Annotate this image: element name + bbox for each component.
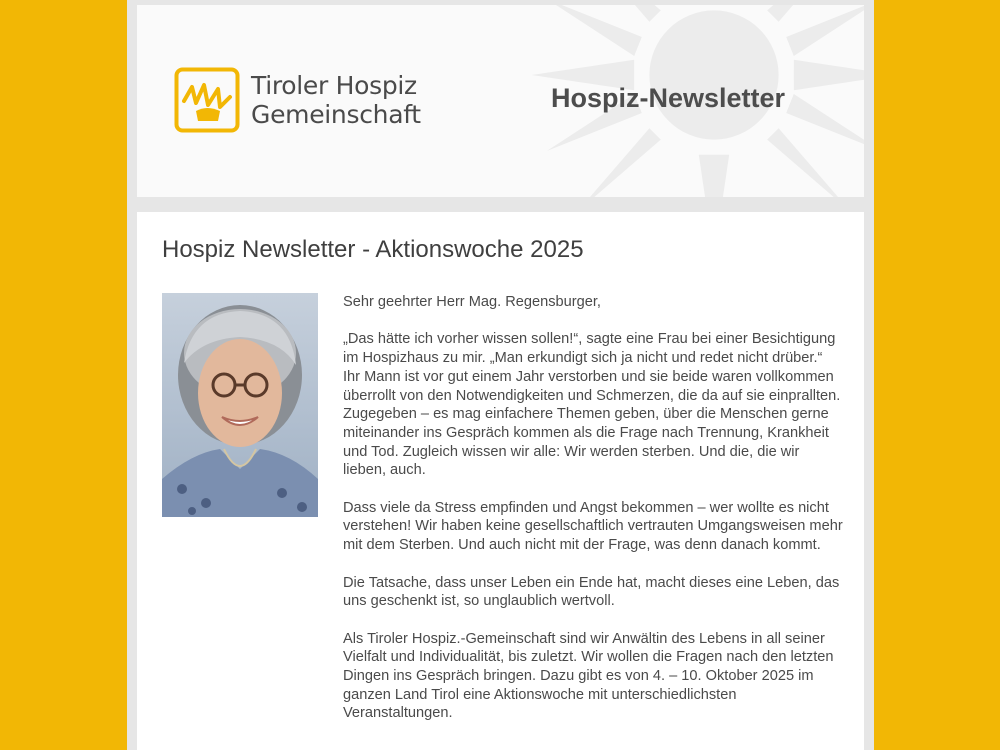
paragraph-2: Dass viele da Stress empfinden und Angst bekommen – wer wollte es nicht verstehen! Wir haben keine gesellschaftlich vertrauten Umgangsweisen mehr mit dem Sterben. Und auch nicht mit der Frage, was denn danach kommt. — [343, 499, 843, 554]
hospiz-logo[interactable] — [174, 67, 421, 133]
newsletter-frame — [127, 0, 874, 750]
logo-line1: Tiroler Hospiz — [251, 71, 417, 100]
paragraph-4: Als Tiroler Hospiz.-Gemeinschaft sind wir Anwältin des Lebens in all seiner Vielfalt und Individualität, bis zuletzt. Wir wollen die Fragen nach den letzten Dingen ins Gespräch bringen. Dazu gibt es von 4. – 10. Oktober 2025 im ganzen Land Tirol eine Aktionswoche mit unterschiedlichsten Veranstaltungen. — [343, 630, 834, 722]
portrait-image — [162, 293, 318, 517]
article-title: Hospiz Newsletter - Aktionswoche 2025 — [162, 236, 584, 263]
newsletter-content — [137, 212, 864, 750]
salutation: Sehr geehrter Herr Mag. Regensburger, — [343, 294, 601, 310]
newsletter-title: Hospiz-Newsletter — [551, 83, 786, 113]
paragraph-1: „Das hätte ich vorher wissen sollen!“, sagte eine Frau bei einer Besichtigung im Hospizhaus zu mir. „Man erkundigt sich ja nicht und redet nicht drüber.“ Ihr Mann ist vor gut einem Jahr verstorben und sie beide waren vollkommen überrollt von den Notwendigkeiten und Schmerzen, die da auf sie einprallten. — [343, 331, 841, 404]
logo-text — [251, 71, 421, 129]
portrait-photo — [162, 293, 318, 517]
paragraph-3: Die Tatsache, dass unser Leben ein Ende hat, macht dieses eine Leben, das uns geschenkt ist, so unglaublich wertvoll. — [343, 574, 840, 610]
paragraph-1b: Zugegeben – es mag einfachere Themen geben, über die Menschen gerne miteinander ins Gespräch kommen als die Frage nach Trennung, Krankheit und Tod. Zugleich wissen wir alle: Wir werden sterben. Und die, die wir lieben, auch. — [343, 406, 829, 479]
logo-line2: Gemeinschaft — [251, 100, 421, 129]
hospiz-sun-logo-icon — [174, 67, 240, 133]
article-body — [343, 293, 843, 742]
newsletter-header — [137, 5, 864, 197]
